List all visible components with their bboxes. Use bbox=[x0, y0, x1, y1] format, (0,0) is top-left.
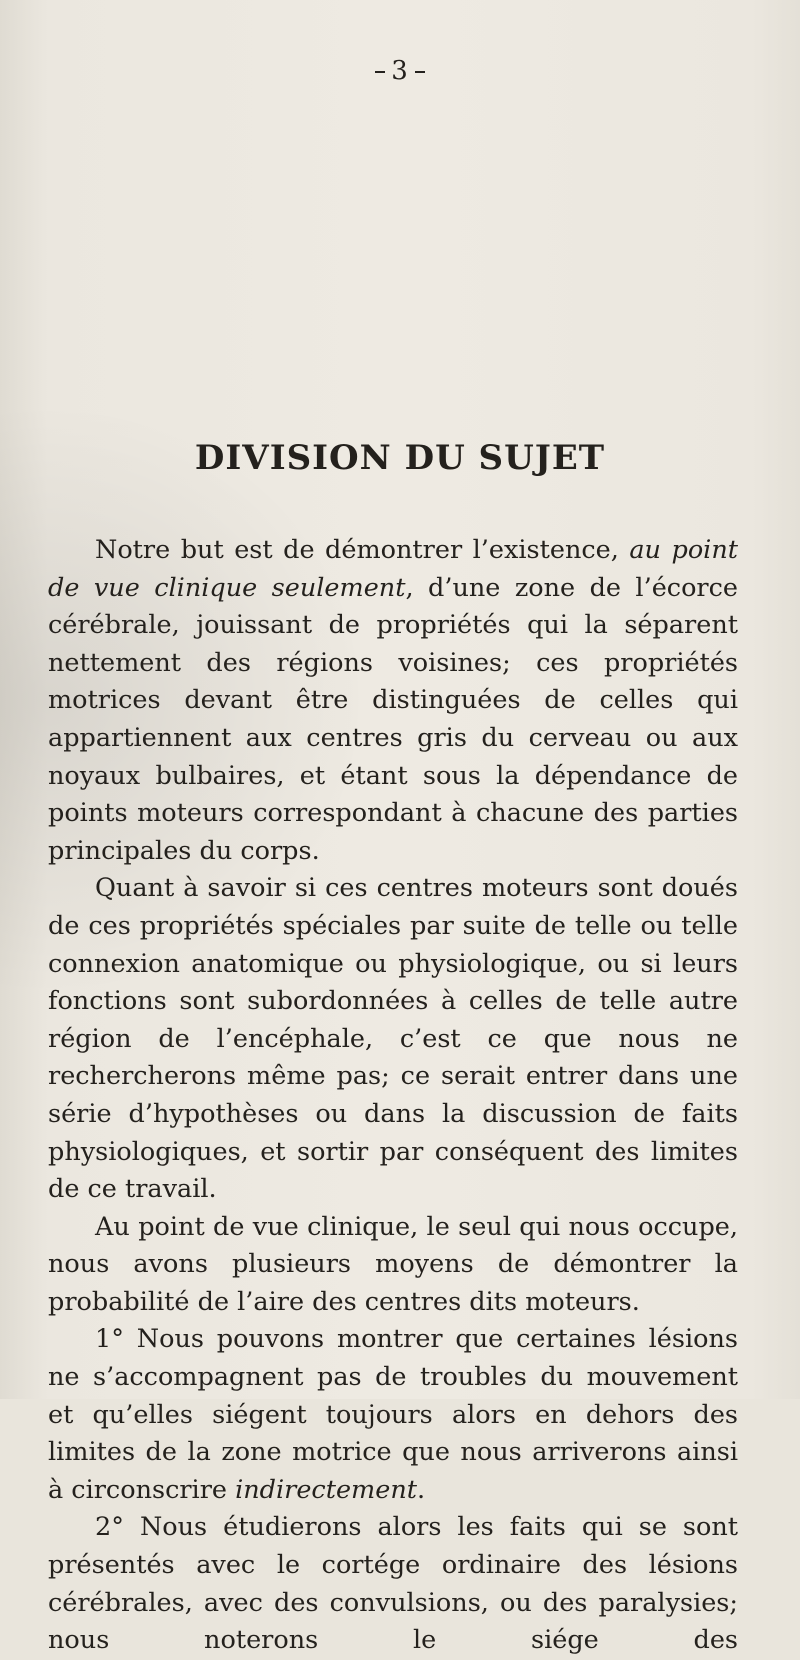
paragraph-1 bbox=[48, 532, 738, 870]
paragraph-1-italic: au point de vue clinique seulement bbox=[48, 535, 738, 603]
paragraph-4 bbox=[48, 1321, 738, 1509]
paragraph-4-text-b: . bbox=[417, 1474, 426, 1505]
paragraph-2 bbox=[48, 870, 738, 1208]
paragraph-3-text: Au point de vue clinique, le seul qui nous occupe, nous avons plusieurs moyens de démontrer la probabilité de l’aire des centres dits moteurs. bbox=[48, 1211, 738, 1317]
paragraph-2-text: Quant à savoir si ces centres moteurs sont doués de ces propriétés spéciales par suite de telle ou telle connexion anatomique ou physiologique, ou si leurs fonctions sont subordonnées à celles de telle autre région de l’encéphale, c’est ce que nous ne rechercherons même pas; ce serait entrer dans une série d’hypothèses ou dans la discussion de faits physiologiques, et sortir par conséquent des limites de ce travail. bbox=[48, 873, 738, 1205]
page-number: 3 bbox=[0, 56, 800, 86]
paragraph-5-text: 2° Nous étudierons alors les faits qui se sont présentés avec le cortége ordinaire des lésions cérébrales, avec des convulsions, ou des paralysies; nous noterons le siége des bbox=[48, 1512, 738, 1656]
section-title: DIVISION DU SUJET bbox=[194, 438, 606, 478]
paragraph-5 bbox=[48, 1509, 738, 1659]
paragraph-3 bbox=[48, 1209, 738, 1322]
body-text bbox=[48, 532, 738, 1660]
paragraph-1-text-b: , d’une zone de l’écorce cérébrale, jouissant de propriétés qui la séparent nettement des régions voisines; ces propriétés motrices devant être distinguées de celles qui appartiennent aux centres gris du cerveau ou aux noyaux bulbaires, et étant sous la dépendance de points moteurs correspondant à chacune des parties principales du corps. bbox=[48, 572, 738, 866]
paragraph-1-text-a: Notre but est de démontrer l’existence, bbox=[95, 535, 630, 565]
paragraph-4-italic: indirectement bbox=[235, 1474, 417, 1505]
paragraph-4-text-a: 1° Nous pouvons montrer que certaines lésions ne s’accompagnent pas de troubles du mouvement et qu’elles siégent toujours alors en dehors des limites de la zone motrice que nous arriverons ainsi à circonscrire bbox=[48, 1324, 738, 1505]
